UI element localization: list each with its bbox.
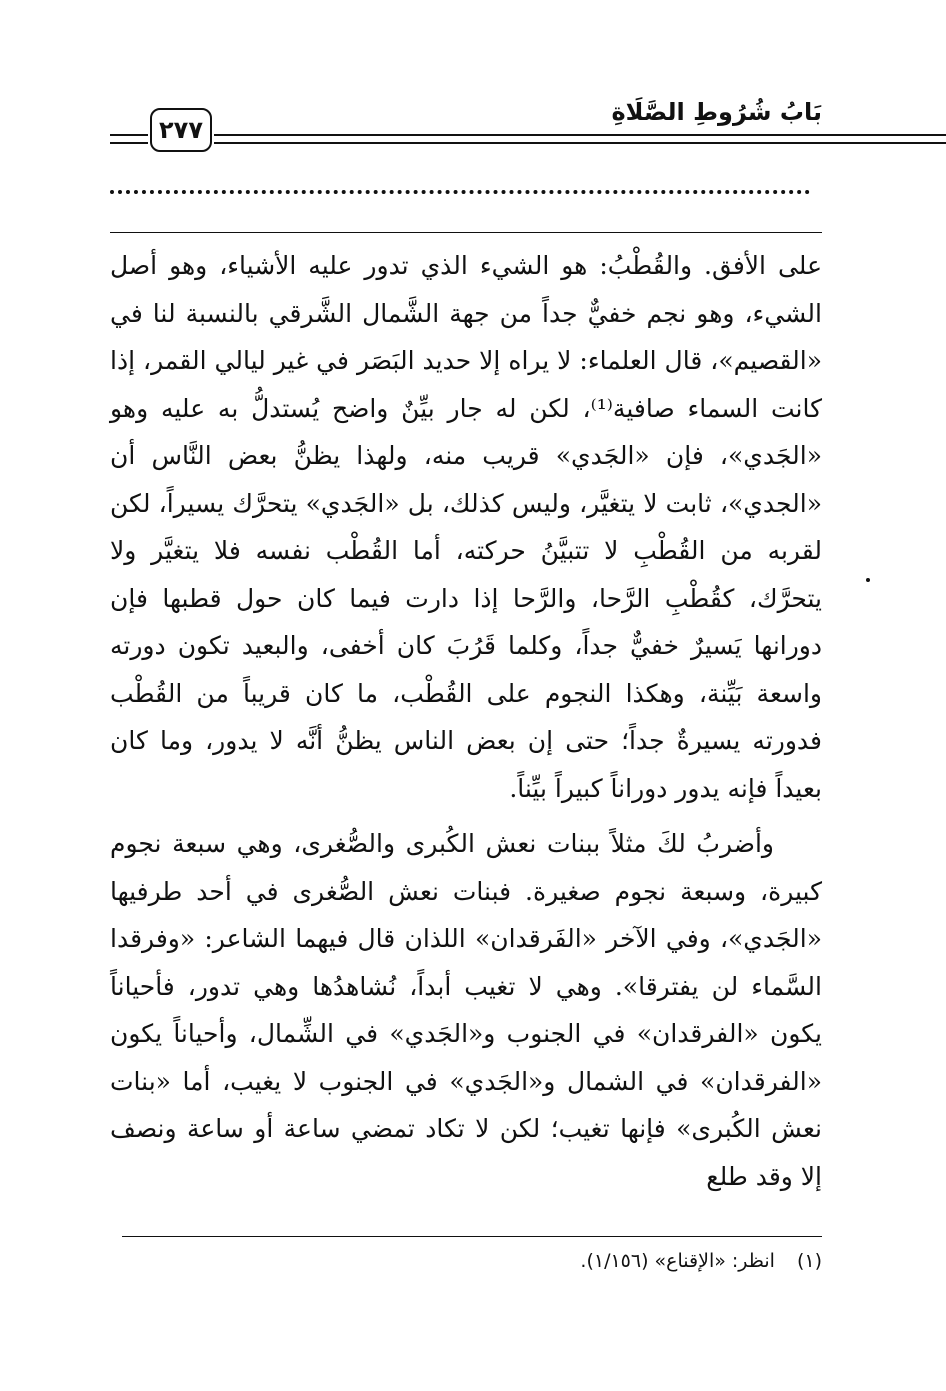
paragraph-2: وأضربُ لكَ مثلاً ببنات نعش الكُبرى والصُّغرى، وهي سبعة نجوم كبيرة، وسبعة نجوم صغيرة. فبنات نعش الصُّغرى في أحد طرفيها «الجَدي»، وفي الآخر «الفَرقدان» اللذان قال فيهما الشاعر: «وفرقدا السَّماء لن يفترقا». وهي لا تغيب أبداً، نُشاهدُها وهي تدور، فأحياناً يكون «الفرقدان» في الجنوب و«الجَدي» في الشِّمال، وأحياناً يكون «الفرقدان» في الشمال و«الجَدي» في الجنوب لا يغيب، أما «بنات نعش الكُبرى» فإنها تغيب؛ لكن لا تكاد تمضي ساعة أو ساعة ونصف إلا وقد طلع (110, 829, 822, 1191)
margin-dot (866, 578, 870, 582)
dotted-separator (110, 190, 810, 214)
chapter-title: بَابُ شُرُوطِ الصَّلَاةِ (611, 98, 822, 126)
text-top-rule (110, 232, 822, 233)
header-rule-left-upper (110, 134, 148, 136)
paragraph-1: على الأفق. والقُطْبُ: هو الشيء الذي تدور عليه الأشياء، وهو أصل الشيء، وهو نجم خفيٌّ جداً من جهة الشَّمال الشَّرقي بالنسبة لنا في «القصيم»، قال العلماء: لا يراه إلا حديد البَصَر في غير ليالي القمر، إذا كانت السماء صافية⁽¹⁾، لكن له جار بيِّنٌ واضح يُستدلُّ به عليه وهو «الجَدي»، فإن «الجَدي» قريب منه، ولهذا يظنُّ بعض النَّاس أن «الجدي»، ثابت لا يتغيَّر، وليس كذلك، بل «الجَدي» يتحرَّك يسيراً، لكن لقربه من القُطْبِ لا تتبيَّنُ حركته، أما القُطْب نفسه فلا يتغيَّر ولا يتحرَّك، كقُطْبِ الرَّحا، والرَّحا إذا دارت فيما كان حول قطبها فإن دورانها يَسيرٌ خفيٌّ جداً، وكلما قَرُبَ كان أخفى، والبعيد تكون دورته واسعة بَيِّنة، وهكذا النجوم على القُطْب، ما كان قريباً من القُطْب فدورته يسيرةٌ جداً؛ حتى إن بعض الناس يظنُّ أنَّه لا يدور، وما كان بعيداً فإنه يدور دوراناً كبيراً بيِّناً. (110, 251, 823, 803)
footnote (122, 1246, 822, 1276)
footnote-text: انظر: «الإقناع» (١/١٥٦). (580, 1250, 775, 1272)
header-rule-left-lower (110, 142, 148, 144)
footnote-rule (122, 1236, 822, 1237)
header-rule-lower (214, 142, 946, 144)
footnote-marker: (١) (796, 1250, 822, 1272)
page-number: ٢٧٧ (150, 108, 212, 152)
main-text (110, 242, 822, 1200)
header-rule-upper (214, 134, 946, 136)
